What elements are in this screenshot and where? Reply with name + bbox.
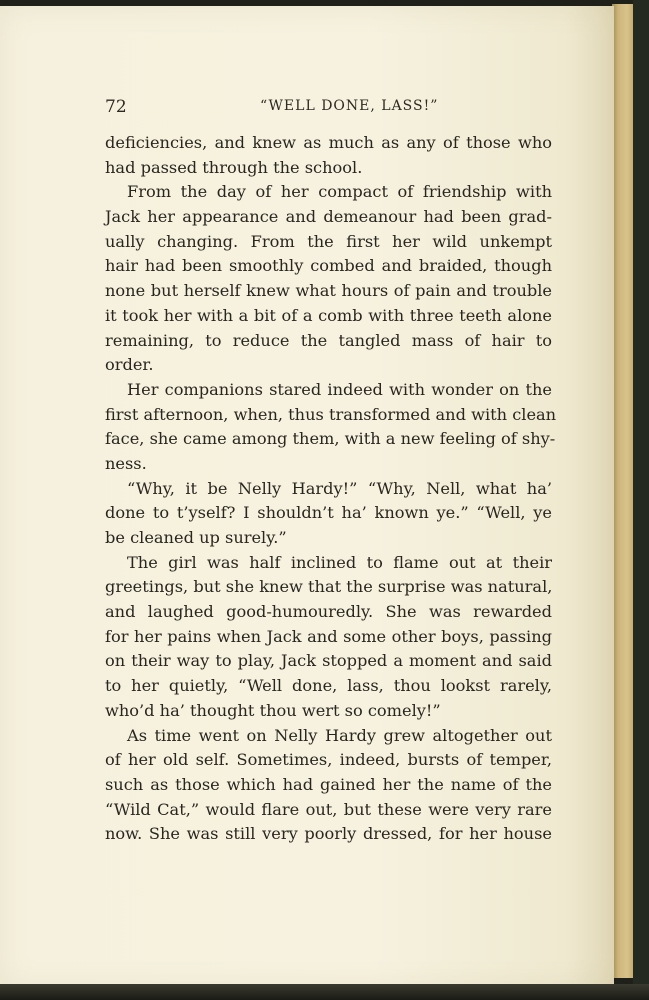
page-header (105, 95, 552, 125)
text-line: for her pains when Jack and some other boys, passing (105, 626, 552, 646)
paragraph-start-line: The girl was half inclined to flame out at their (127, 552, 552, 572)
text-line: ually changing. From the first her wild unkempt (105, 231, 552, 251)
text-line: greetings, but she knew that the surprise was natural, (105, 577, 553, 597)
text-line: none but herself knew what hours of pain and trouble (105, 281, 552, 301)
book-bottom-edge (0, 984, 649, 1000)
text-line: of her old self. Sometimes, indeed, bursts of temper, (105, 750, 552, 770)
text-line: had passed through the school. (105, 157, 363, 177)
text-line: Jack her appearance and demeanour had been grad- (105, 207, 552, 227)
running-title: “WELL DONE, LASS!” (260, 98, 439, 114)
text-line: and laughed good-humouredly. She was rewarded (105, 602, 552, 622)
text-line: order. (105, 355, 154, 375)
text-line: “Wild Cat,” would flare out, but these were very rare (105, 799, 552, 819)
page-number: 72 (105, 97, 127, 117)
text-line: deficiencies, and knew as much as any of those who (105, 133, 552, 152)
text-line: such as those which had gained her the name of the (105, 774, 552, 794)
paragraph-start-line: As time went on Nelly Hardy grew altogether out (127, 725, 552, 745)
text-line: first afternoon, when, thus transformed and with clean (105, 404, 557, 424)
text-line: ness. (105, 453, 147, 473)
text-line: on their way to play, Jack stopped a moment and said (105, 651, 552, 671)
text-line: done to t’yself? I shouldn’t ha’ known ye.” “Well, ye (105, 503, 552, 523)
text-line: it took her with a bit of a comb with three teeth alone (105, 305, 552, 325)
paragraph-start-line: Her companions stared indeed with wonder on the (127, 379, 552, 399)
body-text (105, 131, 557, 847)
text-line: hair had been smoothly combed and braided, though (105, 256, 552, 276)
text-line: remaining, to reduce the tangled mass of hair to (105, 330, 552, 350)
paragraph-start-line: “Why, it be Nelly Hardy!” “Why, Nell, what ha’ (127, 478, 552, 498)
text-line: who’d ha’ thought thou wert so comely!” (105, 700, 441, 720)
text-line: face, she came among them, with a new feeling of shy- (105, 429, 556, 449)
book-cover-edge (633, 0, 649, 1000)
text-line: to her quietly, “Well done, lass, thou lookst rarely, (105, 676, 552, 696)
text-line: now. She was still very poorly dressed, for her house (105, 824, 552, 844)
text-line: be cleaned up surely.” (105, 528, 287, 547)
paragraph-start-line: From the day of her compact of friendship with (127, 182, 552, 202)
